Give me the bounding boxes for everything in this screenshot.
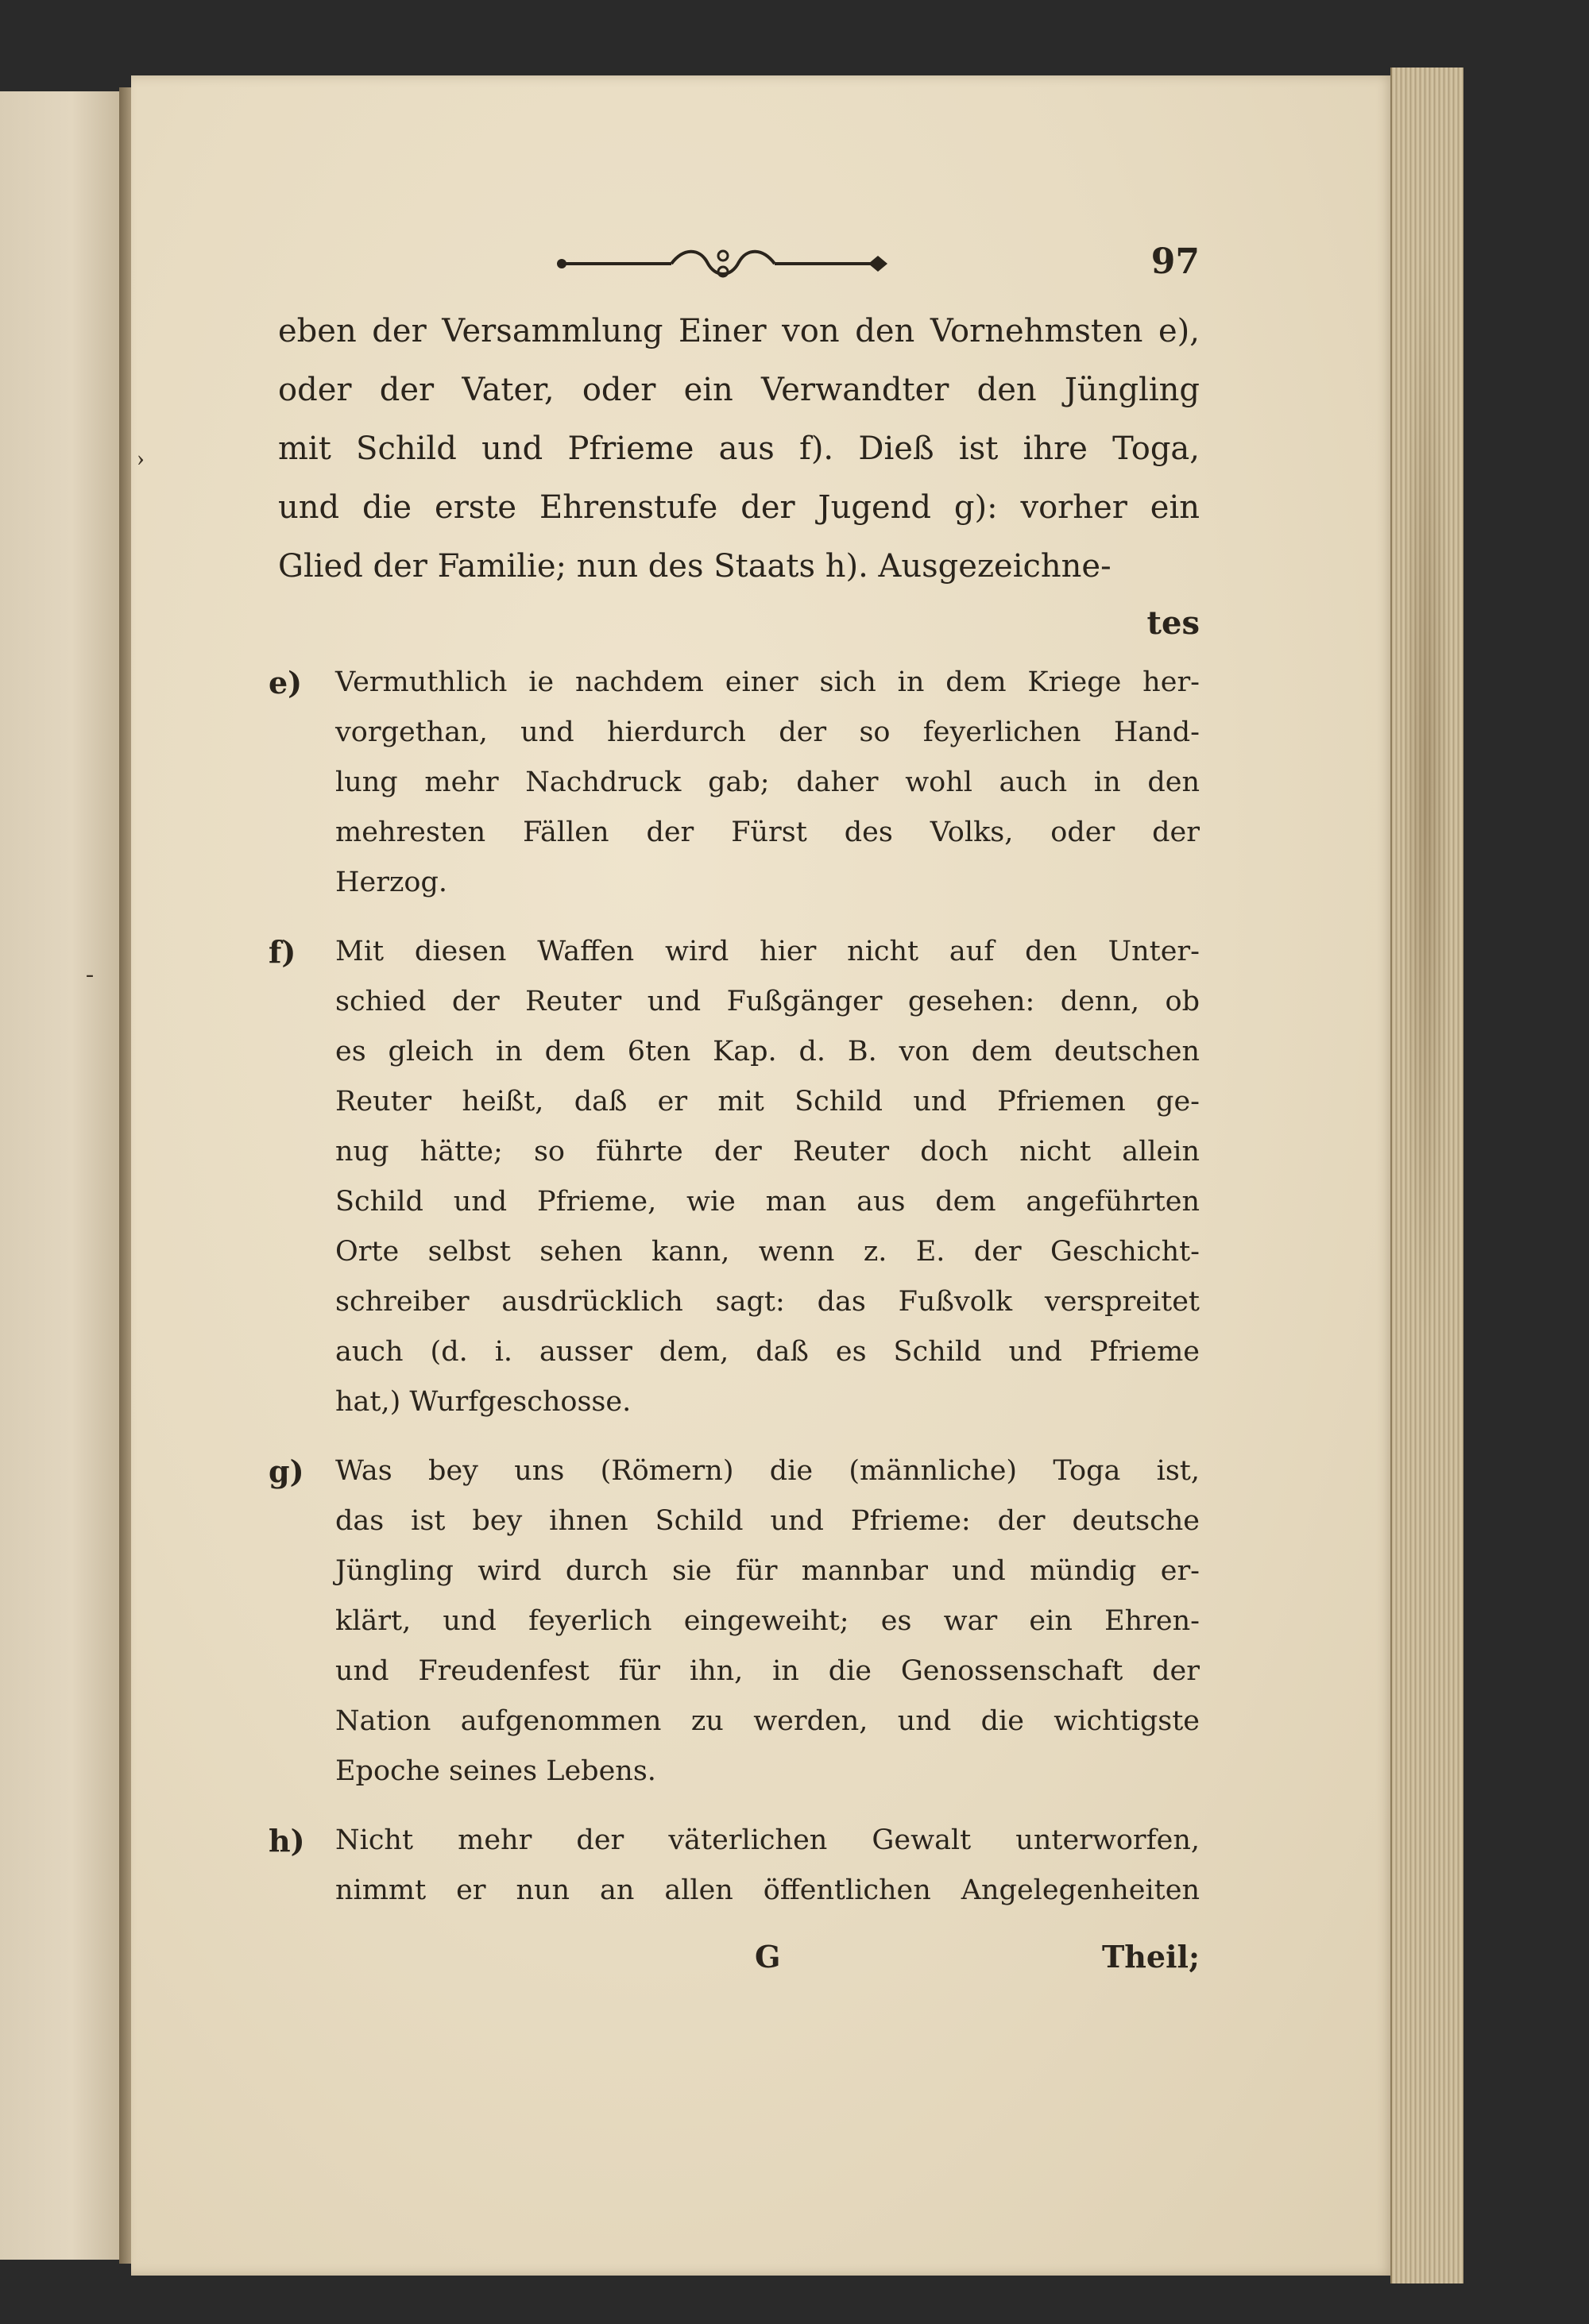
footnote-h: [269, 1816, 1200, 1916]
footnote-line: Reuter heißt, daß er mit Schild und Pfriemen ge-: [335, 1086, 1200, 1118]
footnote-g: [269, 1446, 1200, 1797]
footnote-line: Nation aufgenommen zu werden, und die wichtigste: [335, 1705, 1200, 1737]
page-footer: [278, 1932, 1200, 1982]
footnote-line: Orte selbst sehen kann, wenn z. E. der Geschicht-: [335, 1236, 1200, 1268]
footnote-line: hat,) Wurfgeschosse.: [335, 1386, 632, 1418]
margin-mark: ›: [137, 445, 145, 471]
footnote-line: Herzog.: [335, 867, 448, 898]
page-header: [278, 238, 1200, 302]
footnote-line: Nicht mehr der väterlichen Gewalt unterworfen,: [335, 1824, 1200, 1856]
footnote-label: e): [269, 665, 303, 701]
footnote-body: [335, 1446, 1200, 1797]
footnote-e: [269, 658, 1200, 908]
footnote-line: das ist bey ihnen Schild und Pfrieme: der deutsche: [335, 1505, 1200, 1537]
footnote-line: lung mehr Nachdruck gab; daher wohl auch in den: [335, 766, 1200, 798]
catchword-bottom: Theil;: [1102, 1939, 1200, 1975]
text-line: oder der Vater, oder ein Verwandter den Jüngling: [278, 372, 1200, 408]
footnote-line: Schild und Pfrieme, wie man aus dem angeführten: [335, 1186, 1200, 1218]
footnote-line: vorgethan, und hierdurch der so feyerlichen Hand-: [335, 716, 1200, 748]
footnote-line: Mit diesen Waffen wird hier nicht auf den Unter-: [335, 936, 1200, 967]
footnote-line: mehresten Fällen der Fürst des Volks, oder der: [335, 816, 1200, 848]
footnote-line: und Freudenfest für ihn, in die Genossenschaft der: [335, 1655, 1200, 1687]
footnote-body: [335, 1816, 1200, 1916]
footnote-f: [269, 927, 1200, 1427]
footnote-line: es gleich in dem 6ten Kap. d. B. von dem deutschen: [335, 1036, 1200, 1067]
text-line: Glied der Familie; nun des Staats h). Ausgezeichne-: [278, 548, 1112, 585]
foxing-stain: [1402, 238, 1450, 1350]
footnote-label: h): [269, 1823, 305, 1859]
text-block: [269, 238, 1200, 1982]
footnotes: [269, 658, 1200, 1916]
footnote-line: schied der Reuter und Fußgänger gesehen: denn, ob: [335, 986, 1200, 1017]
footnote-line: nimmt er nun an allen öffentlichen Angelegenheiten: [335, 1874, 1200, 1906]
text-line: und die erste Ehrenstufe der Jugend g): vorher ein: [278, 489, 1200, 526]
ornament-icon: [552, 238, 894, 286]
main-text: [278, 302, 1200, 596]
printer-signature: G: [755, 1939, 781, 1975]
footnote-line: auch (d. i. ausser dem, daß es Schild und Pfrieme: [335, 1336, 1200, 1368]
text-line: mit Schild und Pfrieme aus f). Dieß ist ihre Toga,: [278, 430, 1200, 467]
footnote-body: [335, 658, 1200, 908]
footnote-line: Epoche seines Lebens.: [335, 1755, 656, 1787]
catchword: tes: [1146, 604, 1200, 642]
footnote-line: Jüngling wird durch sie für mannbar und mündig er-: [335, 1555, 1200, 1587]
left-page: [0, 91, 122, 2260]
footnote-line: nug hätte; so führte der Reuter doch nicht allein: [335, 1136, 1200, 1168]
footnote-line: schreiber ausdrücklich sagt: das Fußvolk verspreitet: [335, 1286, 1200, 1318]
footnote-line: Was bey uns (Römern) die (männliche) Toga ist,: [335, 1455, 1200, 1487]
footnote-body: [335, 927, 1200, 1427]
footnote-line: Vermuthlich ie nachdem einer sich in dem Kriege her-: [335, 666, 1200, 698]
footnote-label: f): [269, 934, 296, 970]
margin-mark: -: [86, 961, 94, 987]
text-line: eben der Versammlung Einer von den Vornehmsten e),: [278, 313, 1200, 349]
footnote-label: g): [269, 1453, 304, 1489]
page-number: 97: [1150, 241, 1200, 282]
footnote-line: klärt, und feyerlich eingeweiht; es war ein Ehren-: [335, 1605, 1200, 1637]
